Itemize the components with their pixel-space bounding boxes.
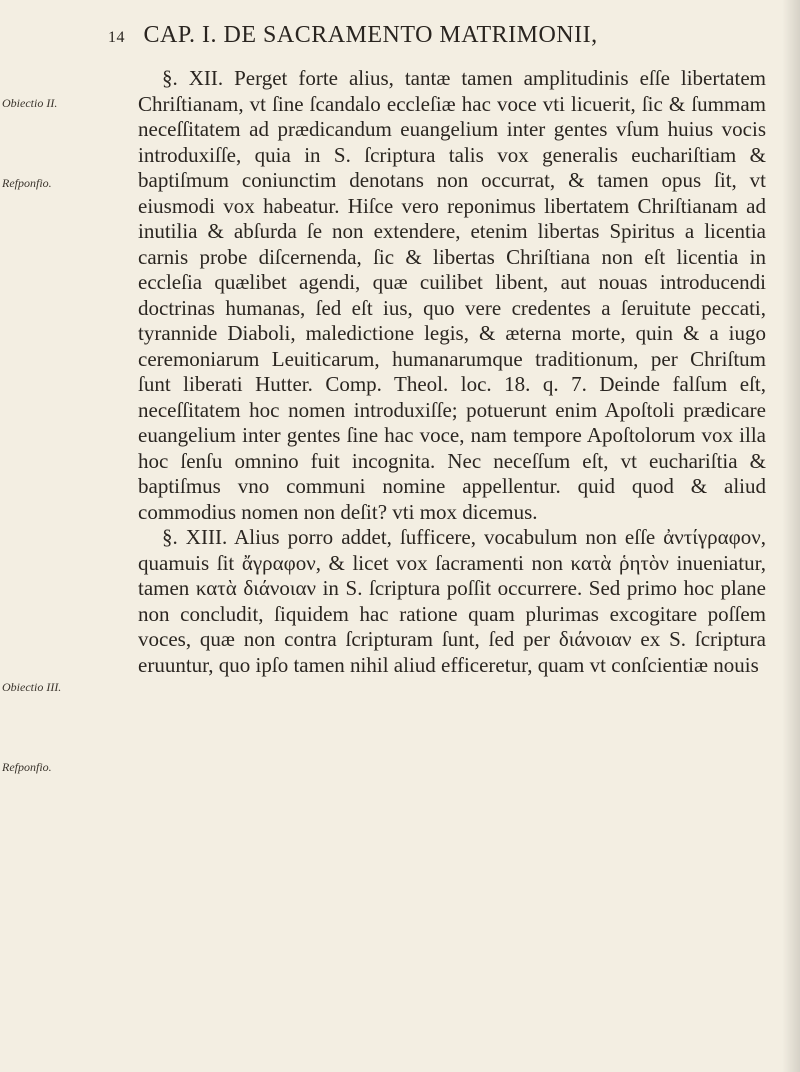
paragraph-section-12: §. XII. Perget forte alius, tantæ tamen amplitudinis eſſe libertatem Chriſtianam, vt ſine ſcandalo eccleſiæ hac voce vti licuerit, ſic & ſummam neceſſitatem ad prædicandum euangelium inter gentes vſum huius vocis introduxiſſe, quia in S. ſcriptura talis vox generalis euchariſtiam & baptiſmum coniunctim denotans non occurrat, & tamen opus ſit, vt eiusmodi vox habeatur. Hiſce vero reponimus libertatem Chriſtianam ad inutilia & abſurda ſe non extendere, etenim libertas Spiritus a licentia carnis probe diſcernenda, ſic & libertas Chriſtiana non eſt licentia in eccleſia quælibet agendi, quæ cuilibet libent, aut nouas introducendi doctrinas humanas, ſed eſt ius, quo vere credentes a ſeruitute peccati, tyrannide Diaboli, maledictione legis, & æterna morte, quin & a iugo ceremoniarum Leuiticarum, humanarumque traditionum, per Chriſtum ſunt liberati Hutter. Comp. Theol. loc. 18. q. 7. Deinde falſum eſt, neceſſitatem hoc nomen introduxiſſe; potuerunt enim Apoſtoli prædicare euangelium inter gentes ſine hac voce, nam tempore Apoſtolorum vox illa hoc ſenſu omnino fuit incognita. Nec neceſſum eſt, vt euchariſtia & baptiſmus vno communi nomine appellentur. quid quod & aliud commodius nomen non deſit? vti mox dicemus.	[138, 66, 766, 524]
margin-note-response-1: Refponfio.	[2, 176, 52, 190]
page-edge-shadow	[782, 0, 800, 1072]
running-header	[108, 22, 728, 49]
page-number: 14	[108, 29, 125, 46]
body-text	[138, 66, 766, 678]
running-title: CAP. I. DE SACRAMENTO MATRIMONII,	[143, 22, 598, 48]
margin-note-response-2: Refponfio.	[2, 760, 52, 774]
margin-note-objection-3: Obiectio III.	[2, 680, 62, 694]
margin-note-objection-2: Obiectio II.	[2, 96, 58, 110]
paragraph-section-13: §. XIII. Alius porro addet, ſufficere, vocabulum non eſſe ἀντίγραφον, quamuis ſit ἄγραφον, & licet vox ſacramenti non κατὰ ῥητὸν inueniatur, tamen κατὰ διάνοιαν in S. ſcriptura poſſit occurrere. Sed primo hoc plane non concludit, ſiquidem hac ratione quam plurimas excogitare poſſem voces, quæ non contra ſcripturam ſunt, ſed per διάνοιαν ex S. ſcriptura eruuntur, quo ipſo tamen nihil aliud efficeretur, quam vt conſcientiæ nouis	[138, 525, 766, 677]
